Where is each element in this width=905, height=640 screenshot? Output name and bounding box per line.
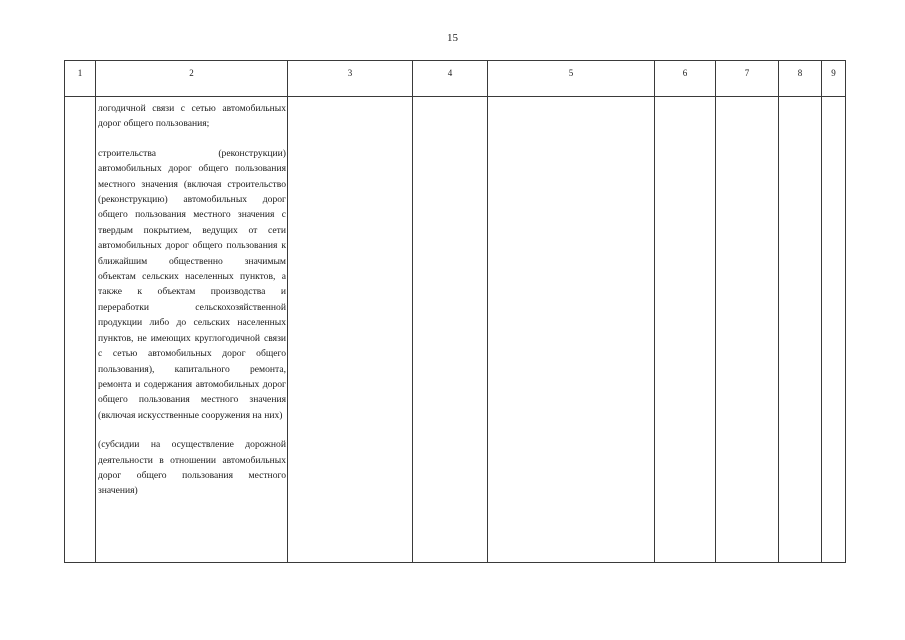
column-border-5-6: [654, 60, 655, 563]
column-header-5: 5: [568, 68, 574, 78]
column-border-1-2: [95, 60, 96, 563]
page-number: 15: [447, 32, 458, 44]
column-header-9: 9: [831, 68, 836, 78]
column-border-left: [64, 60, 65, 563]
table-top-border: [64, 60, 846, 61]
column-header-4: 4: [447, 68, 453, 78]
table-bottom-border: [64, 562, 846, 563]
column-border-7-8: [778, 60, 779, 563]
column-header-2: 2: [189, 68, 194, 78]
column-border-4-5: [487, 60, 488, 563]
column-border-3-4: [412, 60, 413, 563]
column-border-6-7: [715, 60, 716, 563]
column-header-3: 3: [347, 68, 353, 78]
column-header-8: 8: [797, 68, 803, 78]
cell-paragraph: логодичной связи с сетью автомобильных дорог общего пользования;: [98, 103, 286, 130]
column-border-right: [845, 60, 846, 563]
column-header-1: 1: [77, 68, 83, 78]
table-cell-column-2: [98, 101, 286, 499]
cell-paragraph: строительства (реконструкции) автомобильных дорог общего пользования местного значения (включая строительство (реконструкцию) автомобильных дорог общего пользования местного значения с твердым покрытием, ведущих от сети автомобильных дорог общего пользования к ближайшим общественно значимым объектам сельских населенных пунктов, а также к объектам производства и переработки сельскохозяйственной продукции либо до сельских населенных пунктов, не имеющих круглогодичной связи с сетью автомобильных дорог общего пользования), капитального ремонта, ремонта и содержания автомобильных дорог общего пользования местного значения (включая искусственные сооружения на них): [98, 147, 286, 421]
cell-paragraph: (субсидии на осуществление дорожной деятельности в отношении автомобильных дорог общего пользования местного значения): [98, 439, 286, 497]
column-header-6: 6: [682, 68, 688, 78]
column-border-2-3: [287, 60, 288, 563]
column-header-7: 7: [744, 68, 750, 78]
header-bottom-border: [64, 96, 846, 97]
column-border-8-9: [821, 60, 822, 563]
